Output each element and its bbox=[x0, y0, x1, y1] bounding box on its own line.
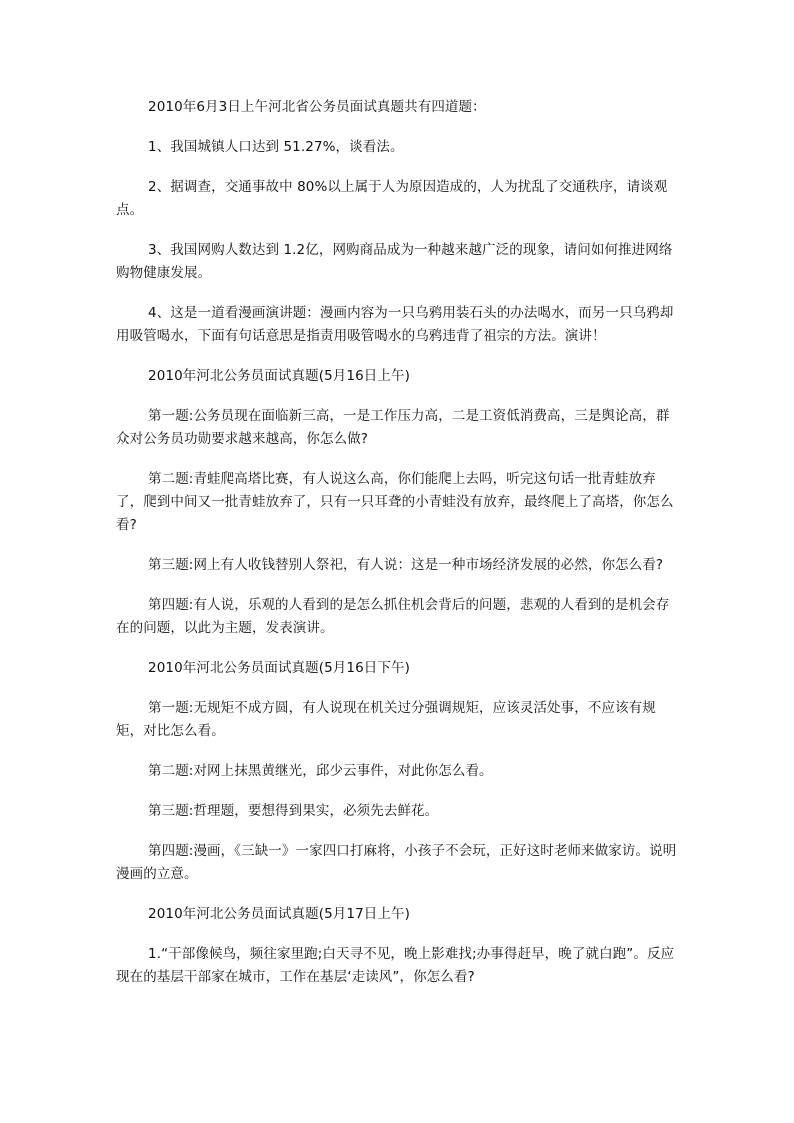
question-1-paragraph: 1、我国城镇人口达到 51.27%，谈看法。 bbox=[148, 139, 404, 155]
question-4-paragraph: 4、这是一道看漫画演讲题：漫画内容为一只乌鸦用装石头的办法喝水，而另一只乌鸦却用吸管喝水，下面有句话意思是指责用吸管喝水的乌鸦违背了祖宗的方法。演讲！ bbox=[116, 305, 674, 344]
section-heading-0517-morning: 2010年河北公务员面试真题(5月17日上午) bbox=[148, 906, 410, 922]
exam-intro-heading: 2010年6月3日上午河北省公务员面试真题共有四道题： bbox=[148, 99, 486, 115]
morning-question-1: 第一题:公务员现在面临新三高，一是工作压力高，二是工资低消费高，三是舆论高，群众对公务员功勋要求越来越高，你怎么做? bbox=[116, 408, 670, 447]
document-body bbox=[116, 96, 682, 989]
morning-question-3: 第三题:网上有人收钱替别人祭祀，有人说：这是一种市场经济发展的必然，你怎么看? bbox=[148, 557, 664, 573]
question-3-paragraph: 3、我国网购人数达到 1.2亿，网购商品成为一种越来越广泛的现象，请问如何推进网络购物健康发展。 bbox=[116, 242, 673, 281]
afternoon-question-2: 第二题:对网上抹黑黄继光，邱少云事件，对此你怎么看。 bbox=[148, 763, 493, 779]
section-heading-0516-afternoon: 2010年河北公务员面试真题(5月16日下午) bbox=[148, 660, 410, 676]
morning-question-4: 第四题:有人说，乐观的人看到的是怎么抓住机会背后的问题，悲观的人看到的是机会存在的问题，以此为主题，发表演讲。 bbox=[116, 597, 670, 636]
afternoon-question-1: 第一题:无规矩不成方圆，有人说现在机关过分强调规矩，应该灵活处事，不应该有规矩，对比怎么看。 bbox=[116, 700, 656, 739]
question-2-paragraph: 2、据调查，交通事故中 80%以上属于人为原因造成的，人为扰乱了交通秩序，请谈观点。 bbox=[116, 179, 668, 218]
afternoon-question-3: 第三题:哲理题，要想得到果实，必须先去鲜花。 bbox=[148, 803, 439, 819]
may17-question-1: 1.“干部像候鸟，频往家里跑;白天寻不见，晚上影难找;办事得赶早，晚了就白跑”。反应现在的基层干部家在城市，工作在基层‘走读风”，你怎么看? bbox=[116, 946, 675, 985]
morning-question-2: 第二题:青蛙爬高塔比赛，有人说这么高，你们能爬上去吗，听完这句话一批青蛙放弃了，爬到中间又一批青蛙放弃了，只有一只耳聋的小青蛙没有放弃，最终爬上了高塔，你怎么看? bbox=[116, 471, 674, 533]
section-heading-0516-morning: 2010年河北公务员面试真题(5月16日上午) bbox=[148, 368, 410, 384]
afternoon-question-4: 第四题:漫画，《三缺一》一家四口打麻将，小孩子不会玩，正好这时老师来做家访。说明漫画的立意。 bbox=[116, 843, 677, 882]
